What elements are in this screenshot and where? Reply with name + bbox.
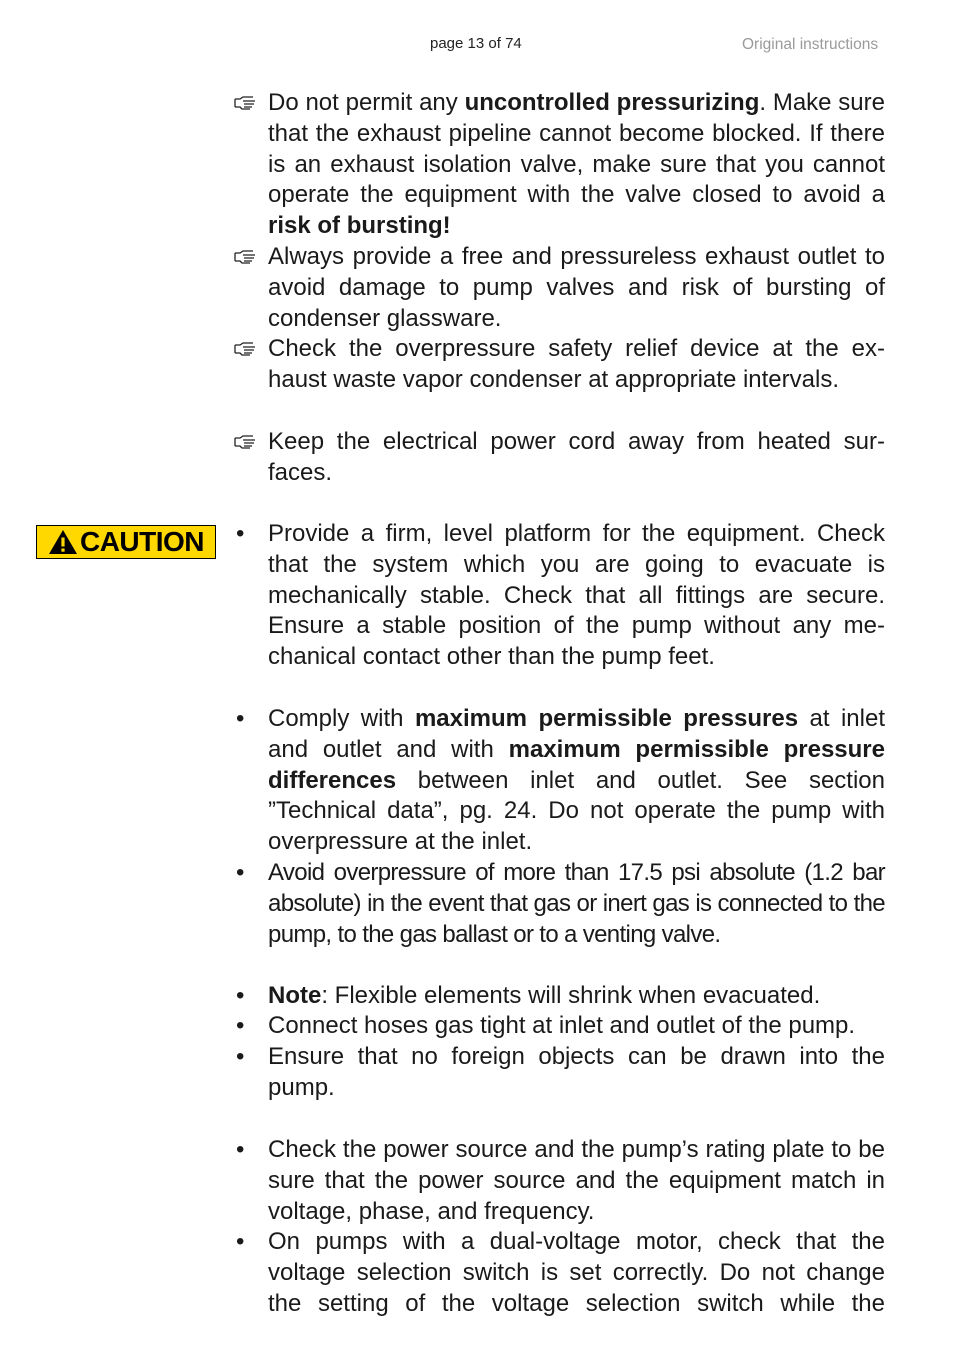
- bullet-marker: •: [236, 1136, 245, 1163]
- document-label: Original instructions: [742, 36, 879, 53]
- bullet-marker: •: [236, 1012, 245, 1039]
- item-text: [268, 1011, 885, 1042]
- pointing-hand-icon: [234, 334, 264, 366]
- text-run: Provide a firm, level platform for the equipment. Check that the system which you are going to evacuate is mechanically stable. Check that all fittings are secure. Ensure a stable position of the pump without any mechanical contact other than the pump feet.: [268, 520, 885, 671]
- warning-triangle-icon: [48, 529, 78, 555]
- bullet-marker: •: [236, 705, 245, 732]
- pointing-hand-icon: [234, 88, 264, 120]
- item-text: [268, 1135, 885, 1227]
- text-run: Avoid overpressure of more than 17.5 psi absolute (1.2 bar absolute) in the event that gas or inert gas is connected to the pump, to the gas ballast or to a venting valve.: [268, 859, 885, 948]
- text-run: : Flexible elements will shrink when evacuated.: [321, 982, 821, 1009]
- bold-text: maximum permissible pressures: [414, 705, 799, 732]
- item-text: [268, 242, 885, 334]
- bold-text: risk of bursting!: [268, 212, 451, 240]
- text-run: Check the overpressure safety relief device at the exhaust waste vapor condenser at appropriate intervals.: [268, 335, 885, 393]
- pointing-hand-icon: [234, 427, 264, 459]
- text-run: at inlet and outlet and with: [268, 705, 885, 763]
- caution-text: CAUTION: [79, 526, 205, 557]
- item-text: [268, 704, 885, 858]
- text-run: Connect hoses gas tight at inlet and outlet of the pump.: [268, 1012, 856, 1039]
- text-run: Comply with: [268, 705, 415, 732]
- text-run: . Make sure that the exhaust pipeline cannot become blocked. If there is an exhaust isolation valve, make sure that you cannot operate the equipment with the valve closed to avoid a: [268, 89, 885, 209]
- pointing-hand-icon: [234, 242, 264, 274]
- text-run: Check the power source and the pump’s rating plate to be sure that the power source and the equipment match in voltage, phase, and frequency.: [268, 1136, 885, 1225]
- text-run: On pumps with a dual-voltage motor, check that the voltage selection switch is set correctly. Do not change the setting of the voltage selection switch while the: [268, 1228, 885, 1317]
- bold-text: maximum permissible pressure differences: [268, 735, 885, 794]
- item-text: [268, 88, 885, 242]
- page-number: page 13 of 74: [430, 35, 522, 52]
- text-run: Ensure that no foreign objects can be drawn into the pump.: [268, 1043, 885, 1101]
- bullet-marker: •: [236, 1043, 245, 1070]
- item-text: [268, 334, 885, 396]
- item-text: [268, 981, 885, 1012]
- item-text: [268, 427, 885, 489]
- item-text: [268, 858, 885, 950]
- item-text: [268, 519, 885, 673]
- text-run: Always provide a free and pressureless exhaust outlet to avoid damage to pump valves and risk of bursting of condenser glassware.: [268, 243, 885, 332]
- item-text: [268, 1227, 885, 1319]
- text-run: Do not permit any: [268, 89, 465, 116]
- bullet-marker: •: [236, 520, 245, 547]
- text-run: Keep the electrical power cord away from heated surfaces.: [268, 428, 885, 486]
- caution-label: [36, 525, 216, 559]
- bullet-marker: •: [236, 859, 245, 886]
- bullet-marker: •: [236, 982, 245, 1009]
- item-text: [268, 1042, 885, 1104]
- text-run: between inlet and outlet. See section ”Technical data”, pg. 24. Do not operate the pump with overpressure at the inlet.: [268, 766, 885, 856]
- bullet-marker: •: [236, 1228, 245, 1255]
- bold-text: uncontrolled pressurizing: [464, 89, 760, 116]
- bold-text: Note: [268, 982, 322, 1009]
